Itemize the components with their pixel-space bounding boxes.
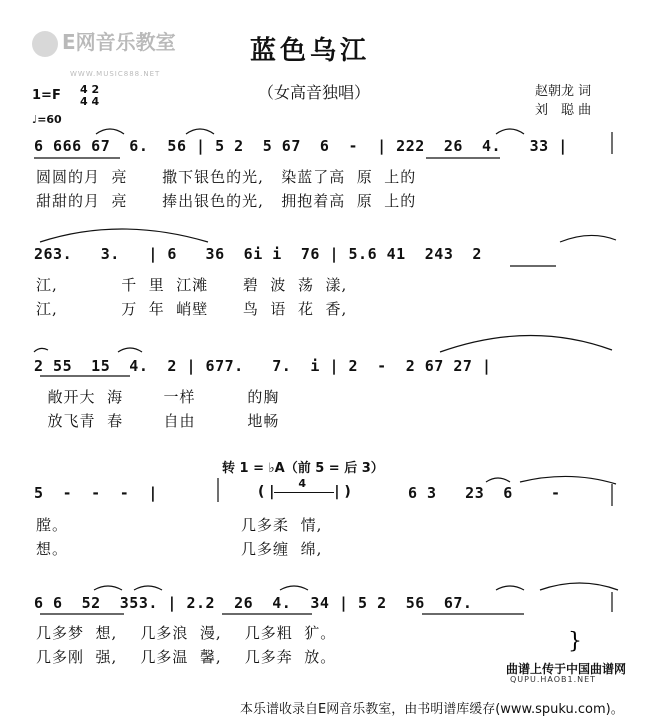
modulation-marking: 转 1 = ♭A（前 5 = 后 3） — [222, 461, 384, 476]
slur — [540, 583, 618, 590]
lyric-line-4-verse-2: 想。 几多缠 绵, — [36, 540, 323, 558]
slur — [40, 229, 208, 242]
slur — [186, 129, 214, 134]
lyric-line-5-verse-1: 几多梦 想, 几多浪 漫, 几多粗 犷。 — [36, 624, 337, 642]
notation-row-4: 5 - - - | — [34, 484, 158, 502]
multi-measure-rest: ( | 4 | ) — [258, 476, 351, 500]
score-title: 蓝色乌江 — [250, 36, 371, 66]
composer-credit: 刘 聪 曲 — [535, 103, 592, 118]
tempo-marking: ♩=60 — [32, 113, 62, 126]
footer-credit: 本乐谱收录自E网音乐教室，由书明谱库缓存(www.spuku.com)。 — [240, 702, 624, 717]
notation-row-2: 263. 3. | 6 36 6i i 76 | 5.6 41 243 2 — [34, 245, 482, 263]
upload-watermark: 曲谱上传于中国曲谱网 — [506, 662, 627, 676]
slur — [496, 129, 524, 134]
lyric-line-5-verse-2: 几多刚 强, 几多温 馨, 几多奔 放。 — [36, 648, 337, 666]
slur — [280, 586, 308, 590]
slur — [96, 129, 124, 134]
lyric-line-1-verse-1: 圆圆的月 亮 撒下银色的光, 染蓝了高 原 上的 — [36, 168, 417, 186]
rest-count: 4 — [298, 476, 307, 490]
lyric-line-3-verse-1: 敞开大 海 一样 的胸 — [36, 388, 280, 406]
notation-row-5: 6 6 52 353. | 2.2 26 4. 34 | 5 2 56 67. — [34, 594, 473, 612]
slur — [118, 348, 142, 352]
slur — [94, 586, 122, 590]
score-subtitle: （女高音独唱） — [258, 83, 371, 102]
notation-row-4-tail: 6 3 23 6 - — [408, 484, 561, 502]
lyric-line-2-verse-2: 江, 万 年 峭壁 鸟 语 花 香, — [36, 300, 348, 318]
slur — [440, 335, 612, 352]
lyric-line-1-verse-2: 甜甜的月 亮 捧出银色的光, 拥抱着高 原 上的 — [36, 192, 417, 210]
verse-brace: } — [568, 629, 582, 654]
slur — [34, 348, 48, 352]
site-logo-text: E网音乐教室 — [62, 30, 176, 54]
lyric-line-3-verse-2: 放飞青 春 自由 地畅 — [36, 412, 280, 430]
upload-watermark-url: QUPU.HAOB1.NET — [510, 675, 597, 684]
slur — [134, 586, 162, 590]
notation-row-1: 6 666 67 6. 56 | 5 2 5 67 6 - | 222 26 4. 33 | — [34, 137, 568, 155]
slur — [520, 476, 616, 484]
site-logo-url: WWW.MUSIC888.NET — [70, 70, 161, 78]
time-signature: 4 2 4 4 — [80, 83, 100, 108]
notation-row-3: 2 55 15 4. 2 | 677. 7. i | 2 - 2 67 27 | — [34, 357, 492, 375]
lyric-line-4-verse-1: 膛。 几多柔 情, — [36, 516, 323, 534]
slur — [486, 478, 510, 482]
lyricist-credit: 赵朝龙 词 — [535, 84, 592, 99]
lyric-line-2-verse-1: 江, 千 里 江滩 碧 波 荡 漾, — [36, 276, 348, 294]
slur — [560, 235, 616, 242]
slur — [496, 586, 524, 590]
key-signature: 1=F — [32, 88, 61, 103]
